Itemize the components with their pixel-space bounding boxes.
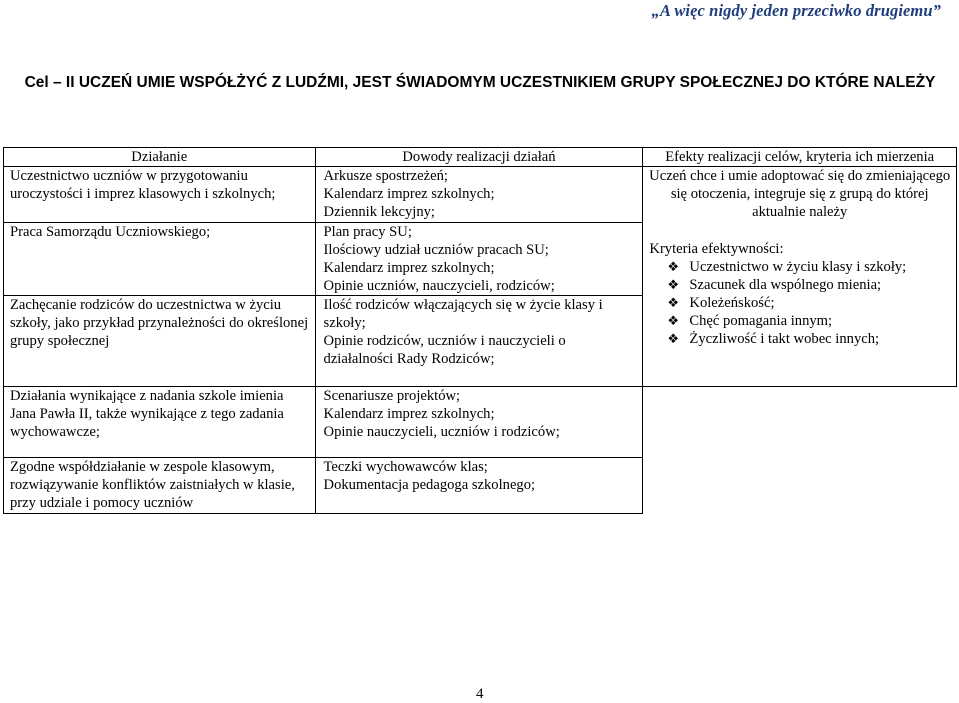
action-cell [4, 387, 316, 458]
page-number: 4 [476, 686, 484, 702]
empty-effects-cell [643, 387, 957, 514]
diamond-bullet-icon: ❖ [667, 277, 680, 292]
action-text: Praca Samorządu Uczniowskiego; [10, 224, 211, 240]
action-text: Zgodne współdziałanie w zespole klasowym, rozwiązywanie konfliktów zaistniałych w klasie, przy udziale i pomocy uczniów [10, 459, 295, 511]
criterion-text: Szacunek dla wspólnego mienia; [689, 277, 882, 293]
evidence-cell [315, 167, 643, 223]
list-item [667, 330, 952, 348]
criterion-text: Życzliwość i takt wobec innych; [689, 331, 880, 347]
action-text: Uczestnictwo uczniów w przygotowaniu uroczystości i imprez klasowych i szkolnych; [10, 168, 276, 202]
evidence-cell [315, 387, 643, 458]
criterion-text: Chęć pomagania innym; [689, 313, 833, 329]
list-item [667, 294, 952, 312]
table-header-row [4, 148, 957, 167]
action-cell [4, 223, 316, 296]
header-action: Działanie [4, 148, 316, 167]
diamond-bullet-icon: ❖ [667, 313, 680, 328]
evidence-text: Arkusze spostrzeżeń; Kalendarz imprez szkolnych; Dziennik lekcyjny; [323, 168, 495, 220]
diamond-bullet-icon: ❖ [667, 331, 680, 346]
action-text: Zachęcanie rodziców do uczestnictwa w życiu szkoły, jako przykład przynależności do określonej grupy społecznej [10, 297, 309, 349]
diamond-bullet-icon: ❖ [667, 259, 680, 274]
evidence-text: Teczki wychowawców klas; Dokumentacja pedagoga szkolnego; [323, 459, 536, 493]
header-evidence: Dowody realizacji działań [315, 148, 643, 167]
criterion-text: Uczestnictwo w życiu klasy i szkoły; [689, 259, 907, 275]
goal-heading: Cel – II UCZEŃ UMIE WSPÓŁŻYĆ Z LUDŹMI, JEST ŚWIADOMYM UCZESTNIKIEM GRUPY SPOŁECZNEJ DO KTÓRE NALEŻY [24, 74, 936, 91]
criterion-text: Koleżeńskość; [689, 295, 775, 311]
list-item [667, 312, 952, 330]
effects-cell [643, 167, 957, 387]
evidence-cell [315, 296, 643, 387]
header-effects: Efekty realizacji celów, kryteria ich mierzenia [643, 148, 957, 167]
table-row [4, 167, 957, 223]
actions-table [3, 147, 957, 514]
evidence-text: Plan pracy SU; Ilościowy udział uczniów pracach SU; Kalendarz imprez szkolnych; Opinie uczniów, nauczycieli, rodziców; [323, 224, 555, 294]
action-cell [4, 296, 316, 387]
list-item [667, 258, 952, 276]
effects-intro: Uczeń chce i umie adoptować się do zmieniającego się otoczenia, integruje się z grupą do której aktualnie należy [649, 168, 951, 220]
evidence-text: Scenariusze projektów; Kalendarz imprez szkolnych; Opinie nauczycieli, uczniów i rodziców; [323, 388, 560, 440]
table-row [4, 387, 957, 458]
diamond-bullet-icon: ❖ [667, 295, 680, 310]
document-motto: „A więc nigdy jeden przeciwko drugiemu” [651, 1, 941, 20]
evidence-cell [315, 223, 643, 296]
evidence-cell [315, 458, 643, 514]
list-item [667, 276, 952, 294]
criteria-title: Kryteria efektywności: [649, 241, 784, 257]
criteria-list [647, 258, 952, 348]
action-text: Działania wynikające z nadania szkole imienia Jana Pawła II, także wynikające z tego zadania wychowawcze; [10, 388, 284, 440]
action-cell [4, 167, 316, 223]
action-cell [4, 458, 316, 514]
evidence-text: Ilość rodziców włączających się w życie klasy i szkoły; Opinie rodziców, uczniów i nauczycieli o działalności Rady Rodziców; [323, 297, 603, 367]
